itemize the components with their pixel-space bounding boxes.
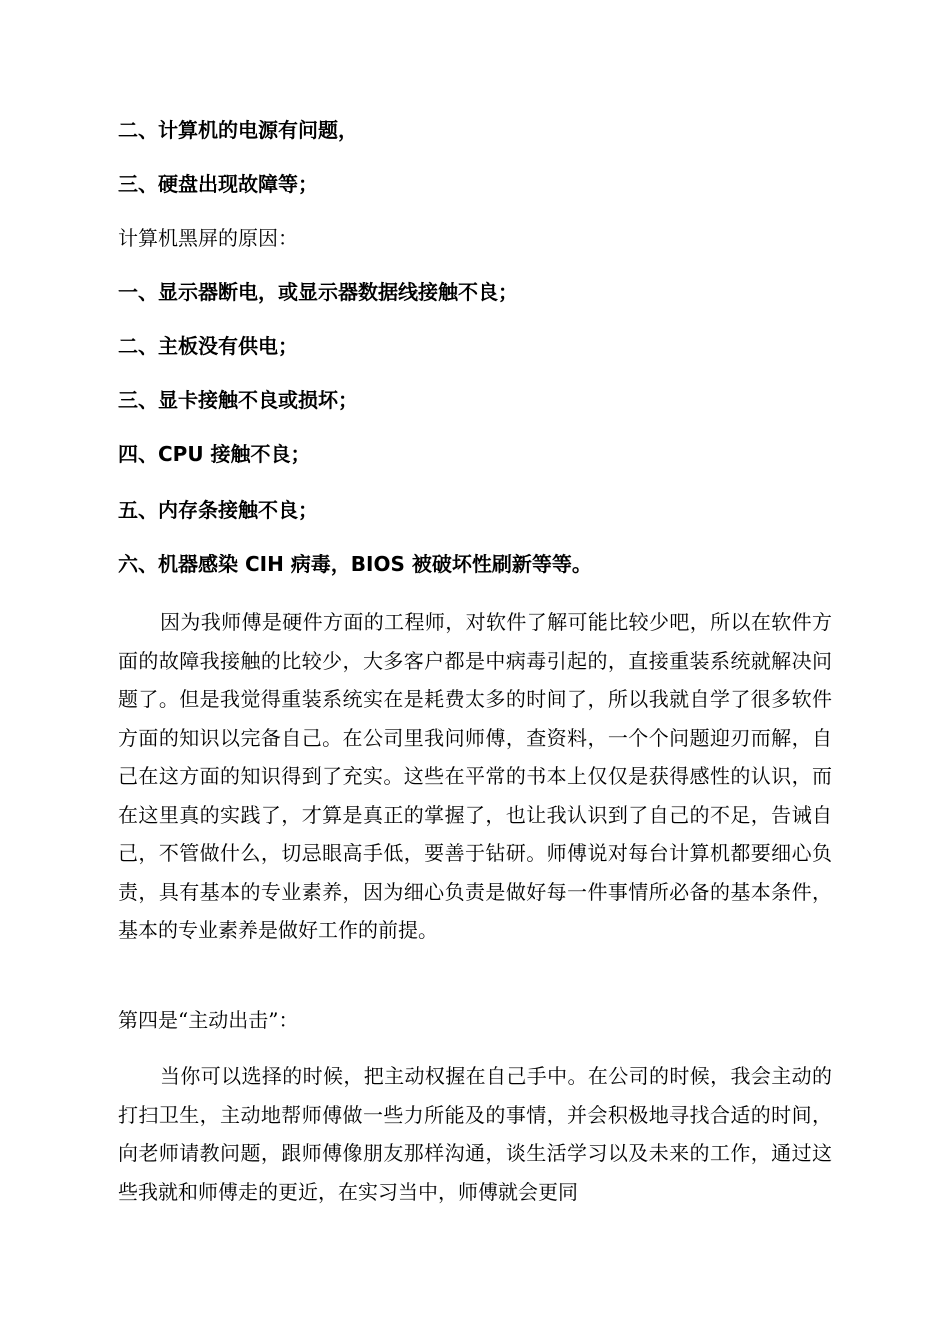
- list-item-graphics-card: 三、显卡接触不良或损坏；: [118, 388, 358, 412]
- list-item-power-supply: 二、计算机的电源有问题，: [118, 118, 358, 142]
- paragraph-software-learning: 因为我师傅是硬件方面的工程师，对软件了解可能比较少吧，所以在软件方面的故障我接触的比较少，大多客户都是中病毒引起的，直接重装系统就解决问题了。但是我觉得重装系统实在是耗费太多的时间了，所以我就自学了很多软件方面的知识以完备自己。在公司里我问师傅，查资料，一个个问题迎刃而解，自己在这方面的知识得到了充实。这些在平常的书本上仅仅是获得感性的认识，而在这里真的实践了，才算是真正的掌握了，也让我认识到了自己的不足，告诫自己，不管做什么，切忌眼高手低，要善于钻研。师傅说对每台计算机都要细心负责，具有基本的专业素养，因为细心负责是做好每一件事情所必备的基本条件，基本的专业素养是做好工作的前提。: [118, 610, 832, 942]
- list-item-monitor: 一、显示器断电，或显示器数据线接触不良；: [118, 280, 518, 304]
- list-item-hard-disk: 三、硬盘出现故障等；: [118, 172, 318, 196]
- list-item-motherboard: 二、主板没有供电；: [118, 334, 298, 358]
- paragraph-initiative: 当你可以选择的时候，把主动权握在自己手中。在公司的时候，我会主动的打扫卫生，主动地帮师傅做一些力所能及的事情，并会积极地寻找合适的时间，向老师请教问题，跟师傅像朋友那样沟通，谈生活学习以及未来的工作，通过这些我就和师傅走的更近，在实习当中，师傅就会更同: [118, 1064, 832, 1204]
- list-item-memory: 五、内存条接触不良；: [118, 498, 318, 522]
- heading-take-initiative: 第四是“主动出击”：: [118, 1008, 299, 1032]
- list-item-virus-bios: 六、机器感染 CIH 病毒，BIOS 被破坏性刷新等等。: [118, 552, 592, 576]
- heading-black-screen-causes: 计算机黑屏的原因：: [118, 226, 298, 250]
- list-item-cpu: 四、CPU 接触不良；: [118, 442, 311, 466]
